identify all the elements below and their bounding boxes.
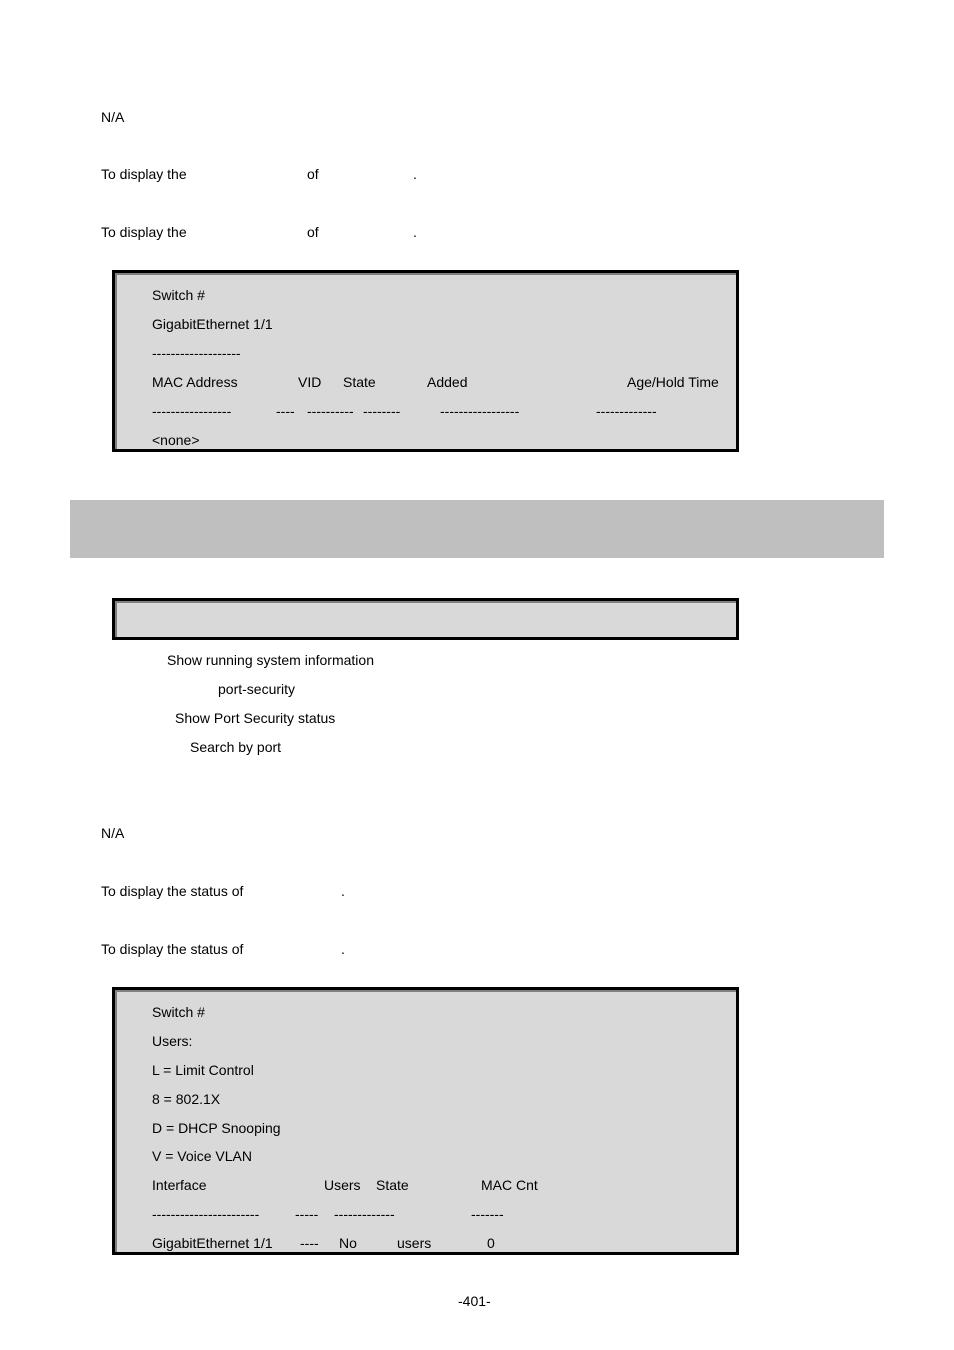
row-interface: GigabitEthernet 1/1 xyxy=(152,1235,273,1251)
usage-line-4-prefix: To display the status of xyxy=(101,941,244,957)
param-description-2: Show Port Security status xyxy=(175,710,336,726)
header-mac-cnt: MAC Cnt xyxy=(481,1177,538,1193)
row-users-value: users xyxy=(397,1235,432,1251)
dash-col-1: ----------------- xyxy=(152,403,232,419)
row-mac-cnt: 0 xyxy=(487,1235,495,1251)
dash-col-6: ------------- xyxy=(596,403,657,419)
dash-col-5: ----------------- xyxy=(440,403,520,419)
row-users: ---- xyxy=(300,1235,319,1251)
header-added: Added xyxy=(427,374,468,390)
usage-line-2-prefix: To display the xyxy=(101,224,187,240)
dash-col-3: ---------- xyxy=(307,403,354,419)
example-output-box-2 xyxy=(112,987,739,1255)
dash-users: ----- xyxy=(295,1206,319,1222)
usage-line-3-end: . xyxy=(341,883,345,899)
header-state-2: State xyxy=(376,1177,409,1193)
header-age-hold-time: Age/Hold Time xyxy=(627,374,719,390)
header-interface: Interface xyxy=(152,1177,207,1193)
usage-line-3-prefix: To display the status of xyxy=(101,883,244,899)
legend-voice-vlan: V = Voice VLAN xyxy=(152,1148,253,1164)
param-description-1: Show running system information xyxy=(167,652,374,668)
param-description-3: Search by port xyxy=(190,739,282,755)
legend-dhcp-snooping: D = DHCP Snooping xyxy=(152,1120,281,1136)
usage-line-1-end: . xyxy=(413,166,417,182)
header-vid: VID xyxy=(298,374,322,390)
default-value-text-2: N/A xyxy=(101,825,125,841)
header-state: State xyxy=(343,374,376,390)
page-number: -401- xyxy=(458,1293,491,1309)
command-syntax-box xyxy=(112,598,739,640)
header-users: Users xyxy=(324,1177,361,1193)
legend-8021x: 8 = 802.1X xyxy=(152,1091,221,1107)
header-mac-address: MAC Address xyxy=(152,374,238,390)
legend-limit-control: L = Limit Control xyxy=(152,1062,254,1078)
default-value-text: N/A xyxy=(101,109,125,125)
usage-line-4-end: . xyxy=(341,941,345,957)
row-none: <none> xyxy=(152,432,200,448)
dash-col-2: ---- xyxy=(276,403,295,419)
users-label: Users: xyxy=(152,1033,193,1049)
usage-line-2-end: . xyxy=(413,224,417,240)
dash-mac-cnt: ------- xyxy=(471,1206,504,1222)
section-heading-band xyxy=(70,500,884,558)
dash-state: ------------- xyxy=(334,1206,395,1222)
usage-line-1-prefix: To display the xyxy=(101,166,187,182)
usage-line-1-mid: of xyxy=(307,166,319,182)
cli-prompt-2: Switch # xyxy=(152,1004,205,1020)
separator-line: ------------------- xyxy=(152,345,241,361)
row-state: No xyxy=(339,1235,357,1251)
usage-line-2-mid: of xyxy=(307,224,319,240)
cli-prompt: Switch # xyxy=(152,287,205,303)
interface-name: GigabitEthernet 1/1 xyxy=(152,316,273,332)
param-keyword-port-security: port-security xyxy=(218,681,296,697)
dash-col-4: -------- xyxy=(363,403,401,419)
dash-interface: ----------------------- xyxy=(152,1206,260,1222)
example-output-box-1 xyxy=(112,270,739,452)
